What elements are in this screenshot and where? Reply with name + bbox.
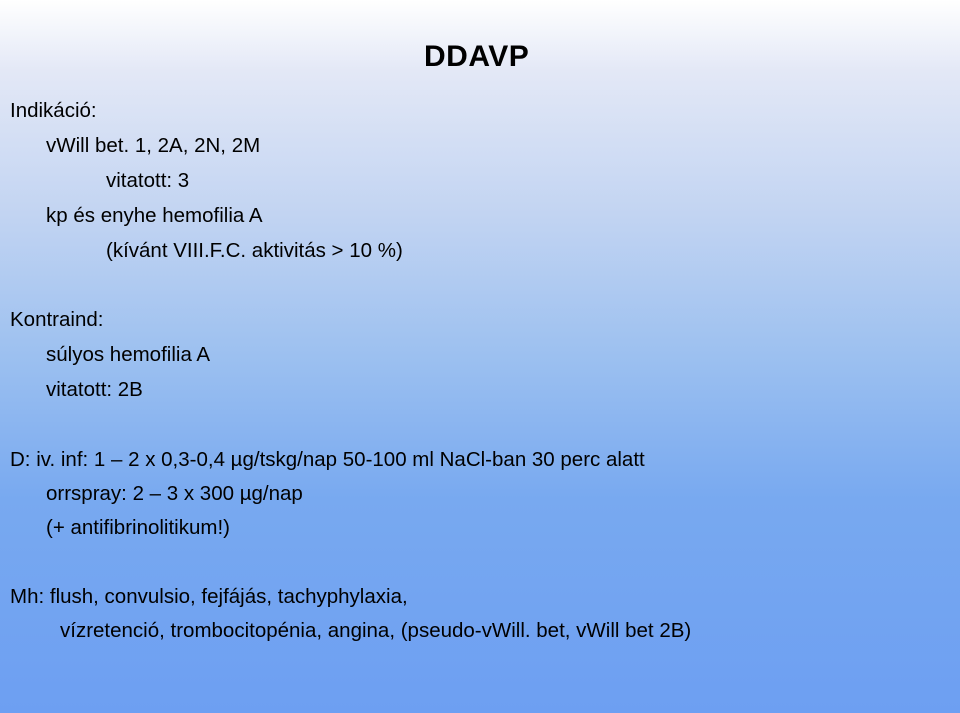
indikacio-heading: Indikáció: [10,99,97,122]
mh-line: Mh: flush, convulsio, fejfájás, tachyphylaxia, [10,585,408,608]
slide-title: DDAVP [424,40,530,73]
dosage-line: D: iv. inf: 1 – 2 x 0,3-0,4 µg/tskg/nap 50-100 ml NaCl-ban 30 perc alatt [10,448,645,471]
dosage-line: (+ antifibrinolitikum!) [46,516,230,539]
indikacio-line: (kívánt VIII.F.C. aktivitás > 10 %) [106,239,403,262]
indikacio-line: vWill bet. 1, 2A, 2N, 2M [46,134,261,157]
mh-line: vízretenció, trombocitopénia, angina, (pseudo-vWill. bet, vWill bet 2B) [60,619,692,642]
kontraind-line: vitatott: 2B [46,378,143,401]
indikacio-line: vitatott: 3 [106,169,190,192]
indikacio-line: kp és enyhe hemofilia A [46,204,263,227]
dosage-line: orrspray: 2 – 3 x 300 µg/nap [46,482,303,505]
kontraind-line: súlyos hemofilia A [46,343,211,366]
kontraind-heading: Kontraind: [10,308,104,331]
